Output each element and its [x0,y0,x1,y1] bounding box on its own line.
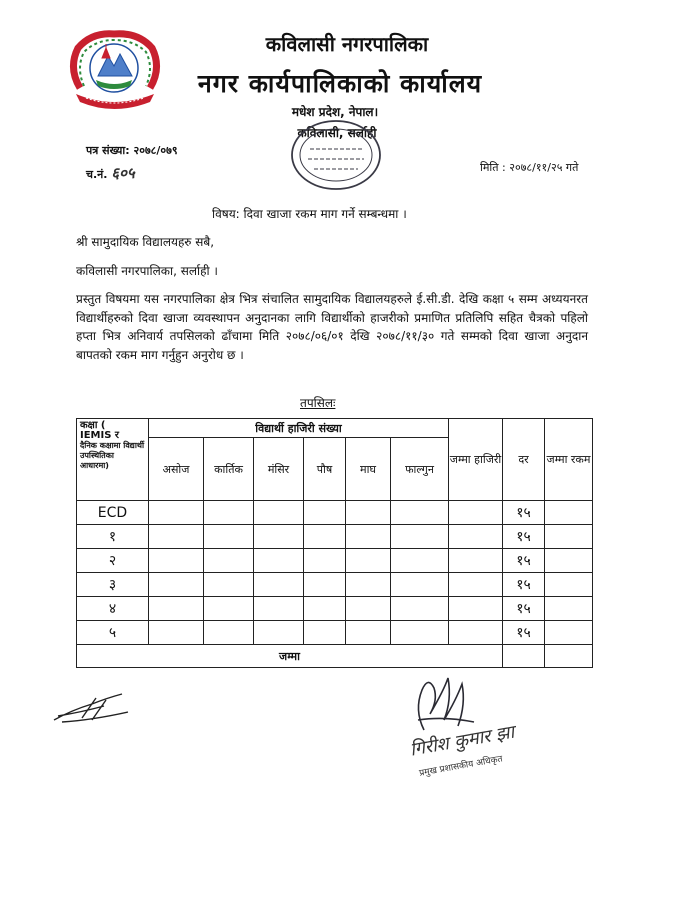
empty-cell [149,525,204,549]
empty-cell [204,621,254,645]
empty-cell [391,597,449,621]
empty-cell [346,597,391,621]
month-header: पौष [304,438,346,501]
office-name: नगर कार्यपालिकाको कार्यालय [197,69,483,98]
class-header-note: दैनिक कक्षामा विद्यार्थी उपस्थितिका आधारमा) [80,441,145,470]
empty-cell [149,501,204,525]
empty-cell [204,549,254,573]
table-row [77,549,593,573]
signer-title: प्रमुख प्रशासकीय अधिकृत [418,754,504,779]
empty-cell [254,597,304,621]
letter-date [480,160,578,175]
empty-cell [204,501,254,525]
empty-cell [304,573,346,597]
table-row [77,621,593,645]
class-header-label: कक्षा ( [80,420,106,431]
empty-cell [204,573,254,597]
dispatch-number [86,163,135,183]
empty-cell [304,525,346,549]
empty-cell [204,597,254,621]
class-cell: ५ [77,621,149,645]
class-cell: १ [77,525,149,549]
empty-cell [304,501,346,525]
empty-cell [449,621,503,645]
empty-cell [149,621,204,645]
attendance-group-header: विद्यार्थी हाजिरी संख्या [149,419,449,438]
schedule-title: तपसिलः [300,396,336,410]
reference-label: पत्र संख्या: [86,144,130,157]
class-cell: ECD [77,501,149,525]
rate-cell: १५ [503,621,545,645]
class-cell: ४ [77,597,149,621]
addressee-line-1: श्री सामुदायिक विद्यालयहरु सबै, [76,235,215,249]
empty-cell [545,621,593,645]
empty-cell [254,549,304,573]
total-amount-header: जम्मा रकम [545,419,593,501]
month-header: असोज [149,438,204,501]
empty-cell [346,525,391,549]
month-header: फाल्गुन [391,438,449,501]
table-row [77,573,593,597]
empty-cell [204,525,254,549]
empty-cell [254,501,304,525]
reference-value: २०७८/०७९ [133,144,178,157]
empty-cell [254,621,304,645]
empty-cell [545,501,593,525]
month-header: मंसिर [254,438,304,501]
date-label: मिति : [480,161,506,174]
rate-cell: १५ [503,549,545,573]
total-row [77,645,593,668]
empty-cell [449,597,503,621]
month-header: कार्तिक [204,438,254,501]
empty-cell [346,621,391,645]
total-attendance-header: जम्मा हाजिरी [449,419,503,501]
empty-cell [346,549,391,573]
reference-number [86,143,178,158]
class-cell: २ [77,549,149,573]
empty-cell [545,645,593,668]
empty-cell [449,501,503,525]
empty-cell [254,573,304,597]
attendance-table [76,418,593,668]
signer-name: गिरीश कुमार झा [408,721,516,761]
rate-cell: १५ [503,597,545,621]
class-header-iemis: IEMIS र [80,430,119,441]
empty-cell [254,525,304,549]
letter-body: प्रस्तुत विषयमा यस नगरपालिका क्षेत्र भित्र संचालित सामुदायिक विद्यालयहरुले ई.सी.डी. देखि कक्षा ५ सम्म अध्ययनरत विद्यार्थीहरुको दिवा खाजा व्यवस्थापन अनुदानका लागि विद्यार्थीको हाजरीको प्रमाणित प्रतिलिपि सहित चैत्रको पहिलो हप्ता भित्र अनिवार्य तपसिलको ढाँचामा मिति २०७८/०६/०१ देखि २०७८/११/३० गते सम्मको दिवा खाजा अनुदान बापतको रकम माग गर्नुहुन अनुरोध छ । [76,292,588,362]
letter-subject: विषय: दिवा खाजा रकम माग गर्ने सम्बन्धमा । [212,207,407,221]
empty-cell [449,549,503,573]
empty-cell [391,549,449,573]
municipality-emblem-logo [62,28,167,113]
empty-cell [149,549,204,573]
empty-cell [346,573,391,597]
class-column-header [77,419,149,501]
empty-cell [391,501,449,525]
empty-cell [304,597,346,621]
empty-cell [449,525,503,549]
date-value: २०७८/११/२५ गते [509,161,579,174]
district-line: कविलासी, सर्लाही [297,126,377,140]
empty-cell [391,525,449,549]
org-name: कविलासी नगरपालिका [265,32,429,56]
table-row [77,501,593,525]
empty-cell [545,549,593,573]
empty-cell [545,525,593,549]
month-header: माघ [346,438,391,501]
empty-cell [149,597,204,621]
addressee-line-2: कविलासी नगरपालिका, सर्लाही । [76,264,218,278]
dispatch-label: च.नं. [86,168,108,181]
empty-cell [545,597,593,621]
office-stamp-seal [286,115,386,195]
total-label-cell: जम्मा [77,645,503,668]
dispatch-value-handwritten: ६०५ [111,164,135,182]
initial-signature [52,690,130,726]
rate-cell: १५ [503,501,545,525]
rate-header: दर [503,419,545,501]
province-line: मधेश प्रदेश, नेपाल। [291,105,379,119]
empty-cell [391,621,449,645]
empty-cell [391,573,449,597]
empty-cell [503,645,545,668]
rate-cell: १५ [503,573,545,597]
empty-cell [149,573,204,597]
empty-cell [304,621,346,645]
rate-cell: १५ [503,525,545,549]
empty-cell [545,573,593,597]
table-row [77,525,593,549]
empty-cell [449,573,503,597]
empty-cell [304,549,346,573]
class-cell: ३ [77,573,149,597]
empty-cell [346,501,391,525]
table-row [77,597,593,621]
